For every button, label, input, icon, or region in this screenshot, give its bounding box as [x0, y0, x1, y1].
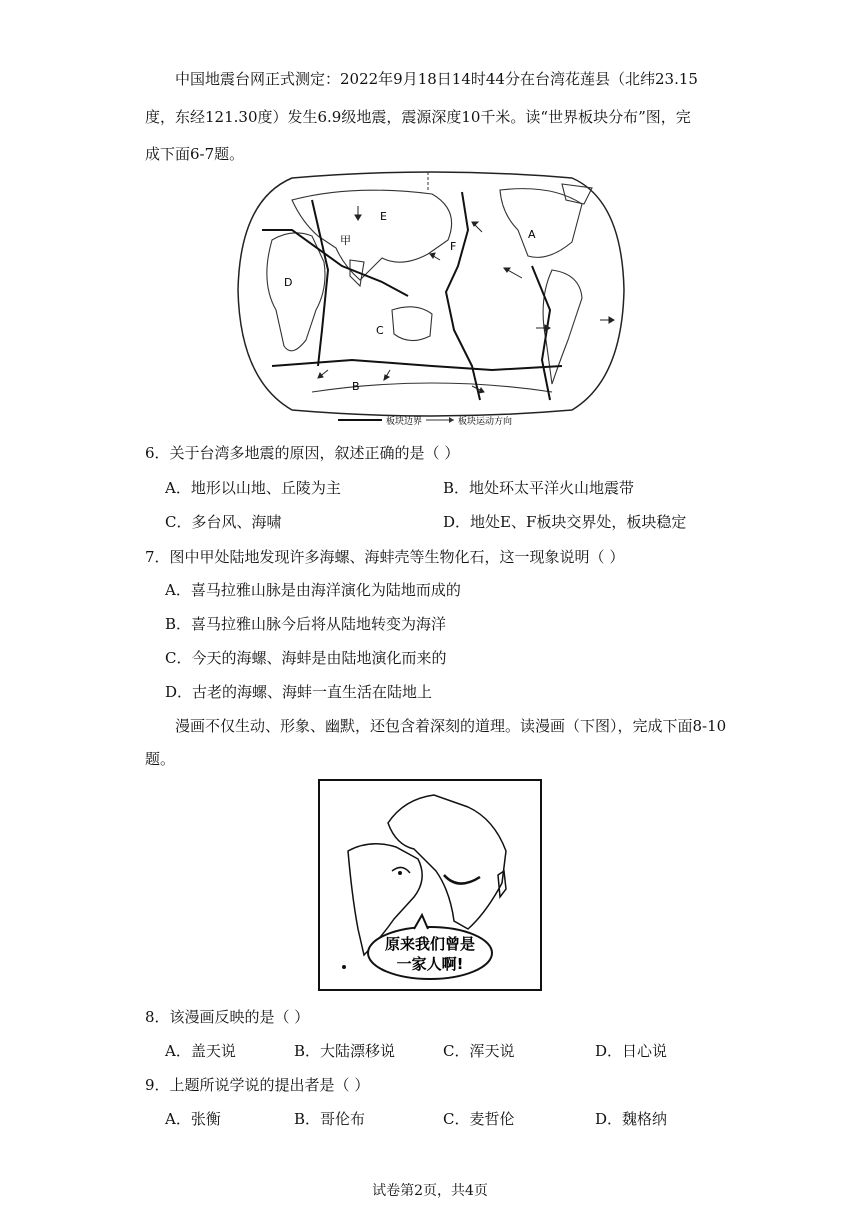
q8-option-b[interactable]: B．大陆漂移说	[294, 1042, 396, 1060]
intro1-line2: 度，东经121.30度）发生6.9级地震，震源深度10千米。读“世界板块分布”图，完	[145, 108, 691, 126]
q7-option-c[interactable]: C．今天的海螺、海蚌是由陆地演化而来的	[165, 649, 447, 667]
q9-option-b[interactable]: B．哥伦布	[294, 1110, 366, 1128]
continent-antarctica	[312, 383, 552, 392]
intro2-line2: 题。	[145, 750, 176, 768]
q7-option-b[interactable]: B．喜马拉雅山脉今后将从陆地转变为海洋	[165, 615, 447, 633]
plate-label-b: B	[352, 380, 360, 393]
speech-line2: 一家人啊!	[396, 955, 464, 973]
world-plate-map	[232, 170, 632, 428]
continent-north-america	[500, 189, 582, 258]
q8-option-a[interactable]: A．盖天说	[165, 1042, 236, 1060]
q7-option-d[interactable]: D．古老的海螺、海蚌一直生活在陆地上	[165, 683, 433, 701]
q6-option-d[interactable]: D．地处E、F板块交界处，板块稳定	[443, 513, 687, 531]
plate-label-e: E	[380, 210, 387, 223]
jia-label: 甲	[340, 234, 351, 247]
q8-option-c[interactable]: C．浑天说	[443, 1042, 515, 1060]
q7-stem: 7．图中甲处陆地发现许多海螺、海蚌壳等生物化石，这一现象说明（ ）	[145, 548, 625, 566]
plate-label-c: C	[376, 324, 384, 337]
continental-drift-cartoon	[318, 779, 542, 991]
legend-boundary-label: 板块边界	[386, 417, 423, 427]
q9-option-d[interactable]: D．魏格纳	[595, 1110, 668, 1128]
continent-eurasia	[292, 190, 452, 280]
q6-option-c[interactable]: C．多台风、海啸	[165, 513, 282, 531]
continent-africa	[267, 233, 325, 351]
q9-stem: 9．上题所说学说的提出者是（ ）	[145, 1076, 370, 1094]
plate-boundary-mid-atlantic	[312, 200, 328, 366]
plate-label-f: F	[450, 240, 457, 253]
plate-boundary-american	[532, 266, 550, 400]
speech-line1: 原来我们曾是	[384, 935, 476, 953]
q9-option-a[interactable]: A．张衡	[165, 1110, 221, 1128]
legend-direction-label: 板块运动方向	[458, 417, 513, 427]
q6-stem: 6．关于台湾多地震的原因，叙述正确的是（ ）	[145, 444, 460, 462]
intro2-line1: 漫画不仅生动、形象、幽默，还包含着深刻的道理。读漫画（下图），完成下面8-10	[175, 717, 727, 735]
intro1-line3: 成下面6-7题。	[145, 145, 245, 163]
q6-option-a[interactable]: A．地形以山地、丘陵为主	[165, 479, 341, 497]
plate-label-a: A	[528, 228, 536, 241]
plate-boundary-antarctic	[272, 360, 562, 370]
q9-option-c[interactable]: C．麦哲伦	[443, 1110, 515, 1128]
q7-option-a[interactable]: A．喜马拉雅山脉是由海洋演化为陆地而成的	[165, 581, 461, 599]
plate-label-d: D	[284, 276, 293, 289]
continent-australia	[392, 307, 432, 341]
intro1-line1: 中国地震台网正式测定：2022年9月18日14时44分在台湾花莲县（北纬23.15	[175, 70, 698, 88]
q6-option-b[interactable]: B．地处环太平洋火山地震带	[443, 479, 635, 497]
q8-stem: 8．该漫画反映的是（ ）	[145, 1008, 310, 1026]
q8-option-d[interactable]: D．日心说	[595, 1042, 668, 1060]
page-footer: 试卷第2页，共4页	[372, 1183, 488, 1199]
